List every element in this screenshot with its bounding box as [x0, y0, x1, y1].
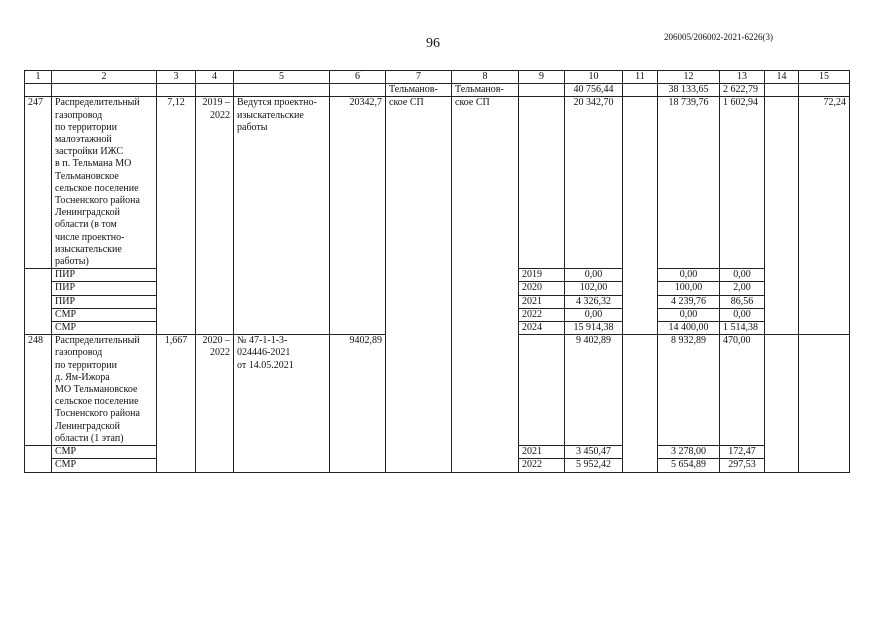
year-cell: 2019 — [519, 269, 565, 282]
year-cell: 2020 — [519, 282, 565, 295]
header-cell: 2 — [52, 71, 157, 84]
header-cell: 8 — [452, 71, 519, 84]
cell-col12: 8 932,89 — [658, 335, 720, 446]
cell-col10: 0,00 — [565, 308, 623, 321]
year-cell: 2022 — [519, 308, 565, 321]
carry-row — [25, 84, 850, 97]
name-line: малоэтажной — [55, 134, 112, 146]
work-type: СМР — [52, 308, 157, 321]
status-cell: № 47-1-1-3- 024446-2021 от 14.05.2021 — [234, 335, 330, 472]
name-line: Тосненского района — [55, 408, 140, 420]
cell-col12: 3 278,00 — [658, 446, 720, 459]
name-line: сельское поселение — [55, 182, 139, 194]
year-cell: 2024 — [519, 322, 565, 335]
name-line: области (1 этап) — [55, 432, 124, 444]
cell-col13: 2,00 — [720, 282, 765, 295]
year-cell: 2022 — [519, 459, 565, 472]
row-number: 248 — [25, 335, 52, 446]
cell-col12: 38 133,65 — [658, 84, 720, 97]
cell-col10: 3 450,47 — [565, 446, 623, 459]
name-line: по территории — [55, 359, 117, 371]
name-line: газопровод — [55, 347, 103, 359]
header-cell: 14 — [765, 71, 799, 84]
cell-col12: 0,00 — [658, 269, 720, 282]
name-line: работы) — [55, 256, 89, 268]
header-cell: 9 — [519, 71, 565, 84]
cell-col12: 0,00 — [658, 308, 720, 321]
header-cell: 1 — [25, 71, 52, 84]
cell-col10: 20 342,70 — [565, 97, 623, 269]
name-line: Распределительный — [55, 97, 140, 109]
name-line: Ленинградской — [55, 207, 120, 219]
work-type: ПИР — [52, 269, 157, 282]
cell-col10: 102,00 — [565, 282, 623, 295]
cell-col13: 297,53 — [720, 459, 765, 472]
cell-col12: 5 654,89 — [658, 459, 720, 472]
name-line: области (в том — [55, 219, 117, 231]
cell-col7: ское СП — [386, 97, 452, 472]
name-line: изыскательские — [55, 243, 122, 255]
name-line: Тельмановское — [55, 170, 119, 182]
header-cell: 6 — [330, 71, 386, 84]
cell-col8: Тельманов- — [452, 84, 519, 97]
cost-cell: 20342,7 — [330, 97, 386, 335]
header-row — [25, 71, 850, 84]
cell-col8: ское СП — [452, 97, 519, 472]
object-name — [52, 97, 157, 269]
tick-mark: - — [360, 66, 363, 75]
cell-col15: 72,24 — [799, 97, 850, 335]
cell-col12: 4 239,76 — [658, 295, 720, 308]
length-cell: 1,667 — [157, 335, 196, 472]
page-number: 96 — [426, 36, 440, 51]
cell-col12: 100,00 — [658, 282, 720, 295]
name-line: по территории — [55, 121, 117, 133]
document-code: 206005/206002-2021-6226(3) — [664, 32, 773, 42]
row-number: 247 — [25, 97, 52, 269]
cost-cell: 9402,89 — [330, 335, 386, 472]
header-cell: 11 — [623, 71, 658, 84]
period-cell: 2020 – 2022 — [196, 335, 234, 472]
object-name — [52, 335, 157, 446]
name-line: МО Тельмановское — [55, 384, 138, 396]
cell-col13: 86,56 — [720, 295, 765, 308]
length-cell: 7,12 — [157, 97, 196, 335]
header-cell: 5 — [234, 71, 330, 84]
year-cell: 2021 — [519, 446, 565, 459]
cell-col10: 40 756,44 — [565, 84, 623, 97]
cell-col10: 0,00 — [565, 269, 623, 282]
cell-col13: 0,00 — [720, 308, 765, 321]
status-cell: Ведутся проектно- изыскательские работы — [234, 97, 330, 335]
name-line: сельское поселение — [55, 396, 139, 408]
name-line: Тосненского района — [55, 195, 140, 207]
cell-col13: 2 622,79 — [720, 84, 765, 97]
name-line: в п. Тельмана МО — [55, 158, 132, 170]
cell-col12: 14 400,00 — [658, 322, 720, 335]
name-line: Распределительный — [55, 335, 140, 347]
work-type: ПИР — [52, 295, 157, 308]
cell-col7: Тельманов- — [386, 84, 452, 97]
cell-col13: 1 602,94 — [720, 97, 765, 269]
header-cell: 3 — [157, 71, 196, 84]
work-type: СМР — [52, 322, 157, 335]
header-cell: 10 — [565, 71, 623, 84]
name-line: Ленинградской — [55, 420, 120, 432]
cell-col12: 18 739,76 — [658, 97, 720, 269]
cell-col13: 0,00 — [720, 269, 765, 282]
cell-col13: 470,00 — [720, 335, 765, 446]
header-cell: 7 — [386, 71, 452, 84]
work-type: СМР — [52, 446, 157, 459]
table-row — [25, 97, 850, 269]
name-line: д. Ям-Ижора — [55, 371, 110, 383]
data-table — [24, 70, 850, 473]
name-line: газопровод — [55, 109, 103, 121]
name-line: числе проектно- — [55, 231, 125, 243]
header-cell: 15 — [799, 71, 850, 84]
work-type: ПИР — [52, 282, 157, 295]
cell-col10: 9 402,89 — [565, 335, 623, 446]
name-line: застройки ИЖС — [55, 146, 123, 158]
cell-col10: 4 326,32 — [565, 295, 623, 308]
cell-col13: 172,47 — [720, 446, 765, 459]
year-cell: 2021 — [519, 295, 565, 308]
header-cell: 13 — [720, 71, 765, 84]
cell-col10: 15 914,38 — [565, 322, 623, 335]
header-cell: 4 — [196, 71, 234, 84]
period-cell: 2019 – 2022 — [196, 97, 234, 335]
work-type: СМР — [52, 459, 157, 472]
cell-col13: 1 514,38 — [720, 322, 765, 335]
header-cell: 12 — [658, 71, 720, 84]
cell-col10: 5 952,42 — [565, 459, 623, 472]
